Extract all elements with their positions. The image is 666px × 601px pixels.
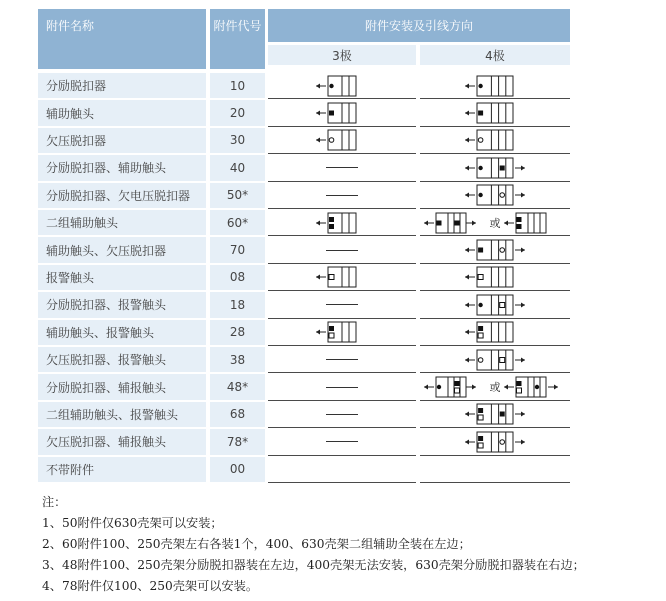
row-divider — [420, 98, 570, 99]
not-applicable-dash — [326, 359, 358, 360]
diagram-3-pole — [268, 429, 416, 454]
wiring-diagram — [420, 320, 570, 344]
diagram-3-pole — [268, 210, 416, 235]
not-applicable-dash — [326, 250, 358, 251]
not-applicable-dash — [326, 441, 358, 442]
note-1: 1、50附件仅630壳架可以安装； — [42, 516, 223, 530]
diagram-3-pole — [268, 292, 416, 317]
wiring-diagram — [420, 430, 570, 454]
row-divider — [268, 482, 416, 483]
wiring-diagram — [420, 348, 570, 372]
accessory-code: 10 — [210, 73, 265, 98]
note-2: 2、60附件100、250壳架左右各装1个，400、630壳架二组辅助全装在左边； — [42, 537, 471, 551]
wiring-diagram — [268, 128, 416, 152]
diagram-3-pole — [268, 183, 416, 208]
row-divider — [420, 372, 570, 373]
diagram-4-pole — [420, 73, 570, 98]
row-divider — [268, 318, 416, 319]
diagram-4-pole — [420, 457, 570, 482]
wiring-diagram — [420, 183, 570, 207]
not-applicable-dash — [326, 414, 358, 415]
row-divider — [420, 208, 570, 209]
not-applicable-dash — [326, 195, 358, 196]
accessory-code: 48* — [210, 374, 265, 399]
diagram-4-pole — [420, 128, 570, 153]
accessory-code: 70 — [210, 237, 265, 262]
accessory-code: 68 — [210, 402, 265, 427]
wiring-diagram — [268, 265, 416, 289]
notes-heading: 注： — [42, 495, 67, 509]
row-divider — [268, 400, 416, 401]
wiring-diagram — [420, 375, 570, 399]
wiring-diagram — [420, 402, 570, 426]
diagram-3-pole — [268, 402, 416, 427]
header-3-pole: 3极 — [268, 45, 416, 65]
diagram-3-pole — [268, 73, 416, 98]
accessory-code: 38 — [210, 347, 265, 372]
wiring-diagram — [420, 128, 570, 152]
not-applicable-dash — [326, 387, 358, 388]
diagram-4-pole — [420, 183, 570, 208]
accessory-name: 分励脱扣器、报警触头 — [38, 292, 206, 317]
diagram-3-pole — [268, 155, 416, 180]
row-divider — [268, 345, 416, 346]
row-divider — [420, 126, 570, 127]
wiring-diagram — [420, 101, 570, 125]
diagram-4-pole — [420, 429, 570, 454]
row-divider — [420, 263, 570, 264]
accessory-code: 08 — [210, 265, 265, 290]
accessory-name: 分励脱扣器 — [38, 73, 206, 98]
row-divider — [420, 290, 570, 291]
diagram-4-pole — [420, 155, 570, 180]
wiring-diagram — [420, 457, 570, 481]
row-divider — [420, 400, 570, 401]
diagram-4-pole — [420, 100, 570, 125]
wiring-diagram — [268, 320, 416, 344]
accessory-name: 不带附件 — [38, 457, 206, 482]
row-divider — [420, 318, 570, 319]
wiring-diagram — [420, 74, 570, 98]
row-divider — [268, 153, 416, 154]
row-divider — [420, 455, 570, 456]
diagram-3-pole — [268, 237, 416, 262]
diagram-4-pole — [420, 347, 570, 372]
accessory-name: 欠压脱扣器 — [38, 128, 206, 153]
row-divider — [420, 345, 570, 346]
row-divider — [420, 181, 570, 182]
row-divider — [268, 455, 416, 456]
row-divider — [420, 482, 570, 483]
diagram-3-pole — [268, 100, 416, 125]
or-label: 或 — [489, 216, 501, 230]
not-applicable-dash — [326, 304, 358, 305]
row-divider — [268, 181, 416, 182]
wiring-diagram — [268, 74, 416, 98]
wiring-diagram — [420, 238, 570, 262]
row-divider — [268, 126, 416, 127]
accessory-code: 30 — [210, 128, 265, 153]
row-divider — [420, 427, 570, 428]
wiring-diagram — [420, 293, 570, 317]
diagram-4-pole — [420, 374, 570, 399]
wiring-diagram — [268, 101, 416, 125]
header-name: 附件名称 — [38, 9, 206, 69]
accessory-code: 78* — [210, 429, 265, 454]
header-code: 附件代号 — [210, 9, 265, 69]
row-divider — [268, 263, 416, 264]
accessory-name: 辅助触头、报警触头 — [38, 320, 206, 345]
note-3: 3、48附件100、250壳架分励脱扣器装在左边，400壳架无法安装，630壳架分励脱扣器装在右边； — [42, 558, 585, 572]
diagram-3-pole — [268, 374, 416, 399]
header-direction: 附件安装及引线方向 — [268, 9, 570, 42]
diagram-4-pole — [420, 320, 570, 345]
wiring-diagram — [420, 211, 570, 235]
diagram-4-pole — [420, 402, 570, 427]
wiring-diagram — [420, 265, 570, 289]
wiring-diagram — [420, 156, 570, 180]
row-divider — [268, 98, 416, 99]
row-divider — [268, 235, 416, 236]
diagram-3-pole — [268, 128, 416, 153]
header-4-pole: 4极 — [420, 45, 570, 65]
wiring-diagram — [268, 457, 416, 481]
accessory-code: 50* — [210, 183, 265, 208]
accessory-name: 欠压脱扣器、辅报触头 — [38, 429, 206, 454]
accessory-name: 辅助触头 — [38, 100, 206, 125]
accessory-code: 20 — [210, 100, 265, 125]
diagram-4-pole — [420, 265, 570, 290]
accessory-name: 分励脱扣器、辅助触头 — [38, 155, 206, 180]
diagram-3-pole — [268, 265, 416, 290]
accessory-name: 分励脱扣器、欠电压脱扣器 — [38, 183, 206, 208]
row-divider — [268, 208, 416, 209]
diagram-3-pole — [268, 320, 416, 345]
or-label: 或 — [489, 381, 501, 395]
notes — [42, 492, 585, 597]
accessory-code: 40 — [210, 155, 265, 180]
diagram-4-pole — [420, 237, 570, 262]
diagram-3-pole — [268, 347, 416, 372]
accessory-code: 60* — [210, 210, 265, 235]
row-divider — [268, 427, 416, 428]
accessory-name: 二组辅助触头、报警触头 — [38, 402, 206, 427]
row-divider — [268, 372, 416, 373]
accessory-name: 分励脱扣器、辅报触头 — [38, 374, 206, 399]
row-divider — [268, 290, 416, 291]
accessory-code: 28 — [210, 320, 265, 345]
accessory-name: 二组辅助触头 — [38, 210, 206, 235]
accessory-name: 报警触头 — [38, 265, 206, 290]
not-applicable-dash — [326, 167, 358, 168]
row-divider — [420, 153, 570, 154]
accessory-name: 辅助触头、欠压脱扣器 — [38, 237, 206, 262]
diagram-4-pole — [420, 292, 570, 317]
wiring-diagram — [268, 211, 416, 235]
accessory-name: 欠压脱扣器、报警触头 — [38, 347, 206, 372]
row-divider — [420, 235, 570, 236]
note-4: 4、78附件仅100、250壳架可以安装。 — [42, 579, 259, 593]
accessory-code: 18 — [210, 292, 265, 317]
diagram-4-pole — [420, 210, 570, 235]
accessory-code: 00 — [210, 457, 265, 482]
diagram-3-pole — [268, 457, 416, 482]
